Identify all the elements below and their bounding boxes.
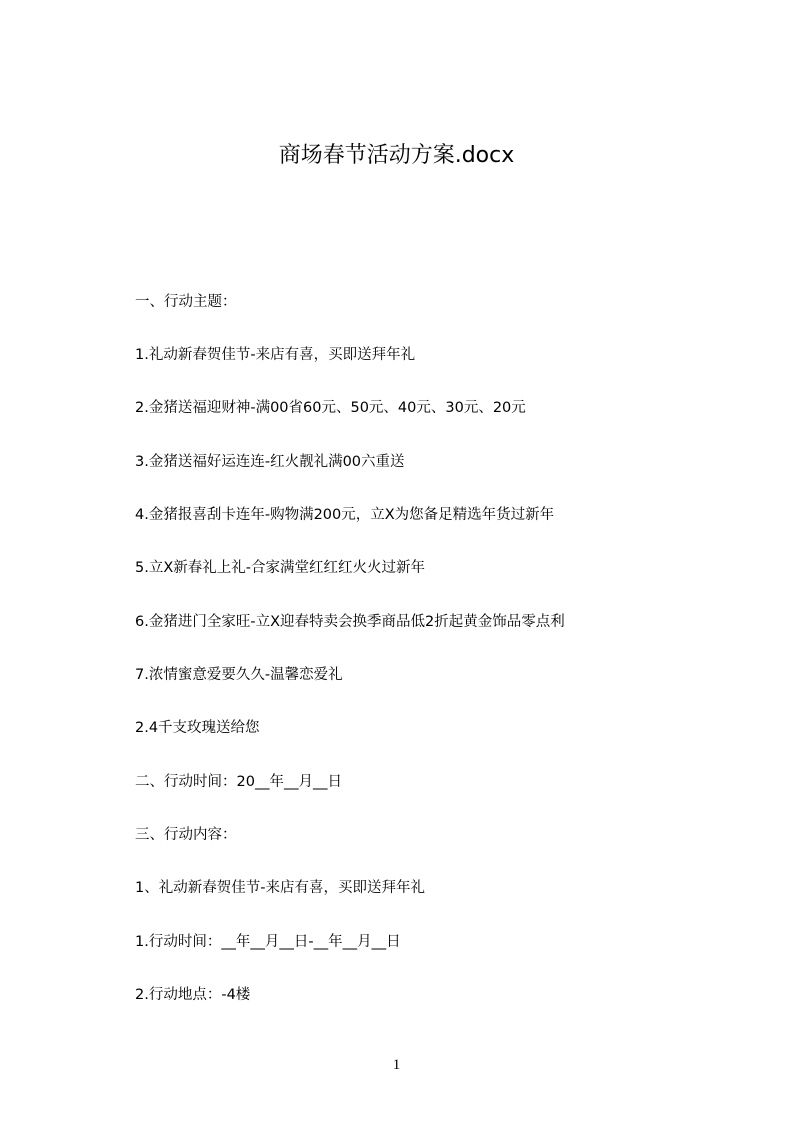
section-heading-time: 二、行动时间：20__年__月__日: [135, 774, 342, 790]
section-heading-content: 三、行动内容：: [135, 827, 237, 843]
theme-item-6: 6.金猪进门全家旺-立X迎春特卖会换季商品低2折起黄金饰品零点利: [135, 614, 565, 630]
theme-item-2: 2.金猪送福迎财神-满00省60元、50元、40元、30元、20元: [135, 400, 526, 416]
theme-item-4: 4.金猪报喜刮卡连年-购物满200元，立X为您备足精选年货过新年: [135, 507, 555, 523]
page-number: 1: [392, 1057, 401, 1073]
content-item-time: 1.行动时间：__年__月__日-__年__月__日: [135, 934, 401, 950]
section-heading-theme: 一、行动主题：: [135, 294, 237, 310]
theme-item-roses: 2.4千支玫瑰送给您: [135, 720, 260, 736]
document-title: 商场春节活动方案.docx: [278, 143, 515, 168]
content-item-1: 1、礼动新春贺佳节-来店有喜，买即送拜年礼: [135, 880, 425, 896]
theme-item-3: 3.金猪送福好运连连-红火靓礼满00六重送: [135, 454, 405, 470]
theme-item-5: 5.立X新春礼上礼-合家满堂红红红火火过新年: [135, 560, 425, 576]
theme-item-1: 1.礼动新春贺佳节-来店有喜，买即送拜年礼: [135, 347, 416, 363]
content-item-location: 2.行动地点：-4楼: [135, 987, 251, 1003]
theme-item-7: 7.浓情蜜意爱要久久-温馨恋爱礼: [135, 667, 343, 683]
